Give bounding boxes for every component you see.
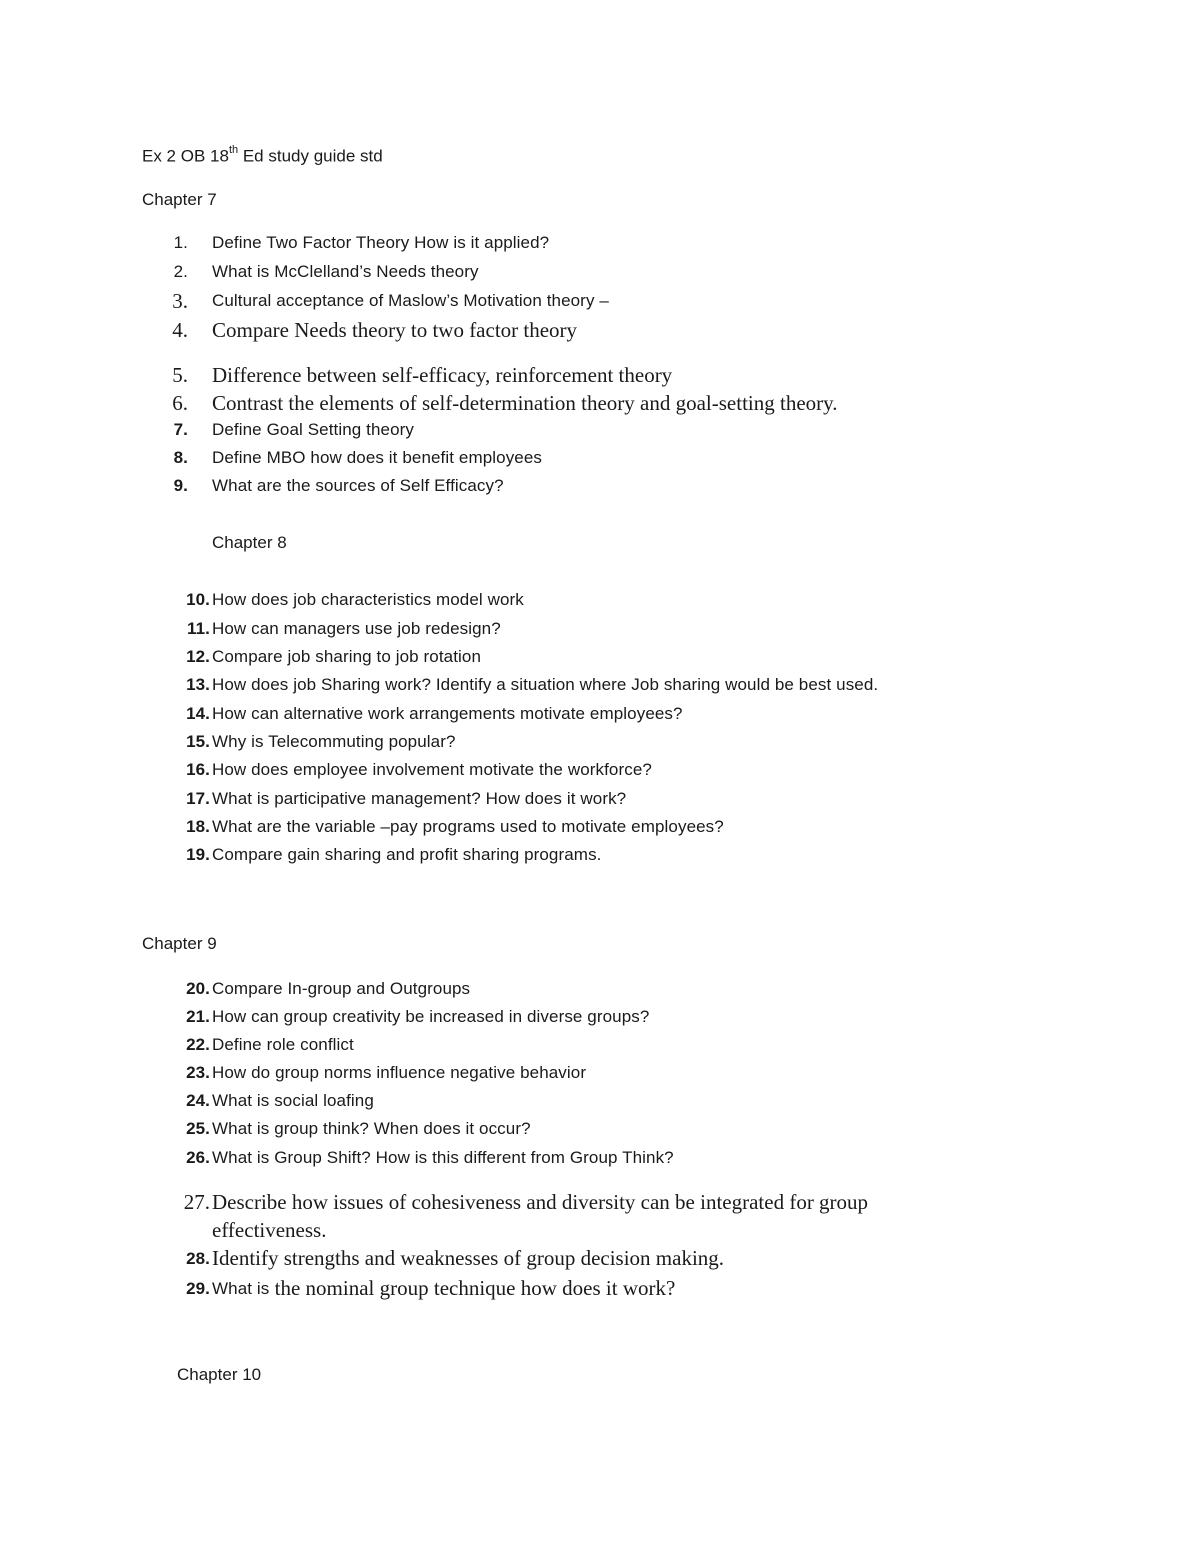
item-number: 7. [173,420,188,439]
item-text: Compare In-group and Outgroups [212,979,471,998]
item-number: 4. [172,318,188,342]
item-text: What are the sources of Self Efficacy? [212,476,504,495]
item-text [212,1276,675,1301]
title-prefix: Ex 2 OB 18 [142,146,229,166]
item-number: 14. [186,704,210,723]
item-text: How does job Sharing work? Identify a situation where Job sharing would be best used. [212,675,879,694]
item-text: Define MBO how does it benefit employees [212,448,543,467]
item-text-lead: What is [212,1279,270,1298]
item-number: 10. [186,590,210,609]
item-text: Compare gain sharing and profit sharing programs. [212,845,602,864]
chapter-7-heading: Chapter 7 [142,190,217,209]
item-number: 23. [186,1063,210,1082]
item-text: What are the variable –pay programs used to motivate employees? [212,817,724,836]
document-title [142,146,383,167]
item-number: 19. [186,845,210,864]
item-text: How do group norms influence negative behavior [212,1063,587,1082]
chapter-8-heading: Chapter 8 [212,533,287,552]
item-number: 12. [186,647,210,666]
item-number: 20. [186,979,210,998]
item-text: How can group creativity be increased in diverse groups? [212,1007,650,1026]
title-superscript: th [228,144,239,156]
item-text: What is group think? When does it occur? [212,1119,531,1138]
title-suffix: Ed study guide std [238,146,383,166]
item-number: 28. [186,1249,210,1268]
item-text: Describe how issues of cohesiveness and diversity can be integrated for group [212,1190,869,1214]
item-number: 22. [186,1035,210,1054]
item-number: 3. [172,289,188,313]
item-number: 29. [186,1279,210,1298]
item-number: 11. [187,619,210,638]
item-text: Define role conflict [212,1035,354,1054]
item-number: 1. [173,233,188,252]
item-text: Compare job sharing to job rotation [212,647,482,666]
item-text: What is participative management? How does it work? [212,789,627,808]
item-text: Contrast the elements of self-determination theory and goal-setting theory. [212,391,838,415]
item-number: 15. [186,732,210,751]
item-number: 8. [173,448,188,467]
item-text: Identify strengths and weaknesses of group decision making. [212,1246,725,1270]
item-number: 13. [186,675,210,694]
item-number: 21. [186,1007,210,1026]
item-text: What is McClelland’s Needs theory [212,262,479,281]
chapter-9-heading: Chapter 9 [142,934,217,953]
item-number: 6. [172,391,188,415]
item-number: 16. [186,760,210,779]
item-number: 5. [172,363,188,387]
item-text: Define Goal Setting theory [212,420,414,439]
item-text: How can managers use job redesign? [212,619,501,638]
item-text-continuation: effectiveness. [212,1218,327,1242]
item-number: 17. [186,789,210,808]
chapter-10-heading: Chapter 10 [177,1365,262,1384]
item-number: 25. [186,1119,210,1138]
item-text-rest: the nominal group technique how does it work? [269,1276,676,1300]
item-number: 27. [183,1190,210,1214]
item-number: 2. [173,262,188,281]
item-text: Define Two Factor Theory How is it applied? [212,233,550,252]
item-text: Difference between self-efficacy, reinforcement theory [212,363,673,387]
item-text: How does job characteristics model work [212,590,524,609]
item-text: How does employee involvement motivate the workforce? [212,760,652,779]
item-text: Why is Telecommuting popular? [212,732,456,751]
item-number: 18. [186,817,210,836]
item-text: What is Group Shift? How is this different from Group Think? [212,1148,674,1167]
item-number: 24. [186,1091,210,1110]
item-text: Compare Needs theory to two factor theory [212,318,578,342]
item-text: Cultural acceptance of Maslow’s Motivation theory – [212,291,609,310]
item-number: 9. [173,476,188,495]
item-number: 26. [186,1148,210,1167]
item-text: What is social loafing [212,1091,374,1110]
item-text: How can alternative work arrangements motivate employees? [212,704,683,723]
